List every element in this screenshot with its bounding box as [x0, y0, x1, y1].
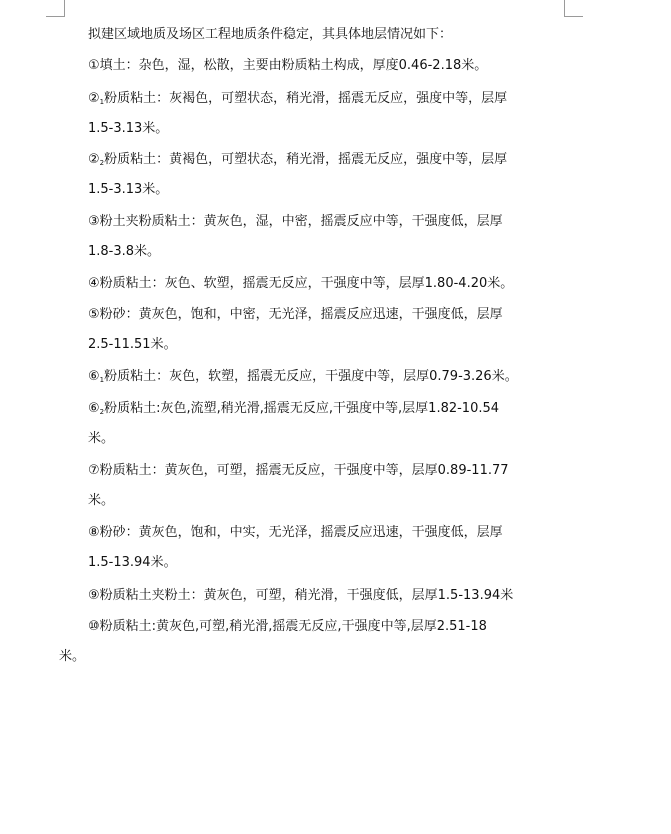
layer-2-1-paragraph [59, 84, 567, 145]
layer-subscript: 1 [99, 376, 105, 384]
intro-paragraph [59, 20, 567, 50]
layer-text: 粉质粘土:黄灰色,可塑,稍光滑,摇震无反应,干强度中等,层厚2.51-18 [99, 619, 487, 634]
layer-7-paragraph [59, 456, 567, 517]
layer-text-continued: 1.5-3.13米。 [88, 182, 169, 198]
layer-text-continued: 1.5-3.13米。 [88, 121, 169, 137]
layer-subscript: 2 [99, 408, 105, 416]
layer-text: 粉质粘土：灰褐色，可塑状态，稍光滑，摇震无反应，强度中等，层厚 [104, 91, 508, 106]
margin-marker-top-right [564, 0, 583, 17]
layer-9-paragraph [59, 581, 567, 611]
layer-text: 粉土夹粉质粘土：黄灰色，湿，中密，摇震反应中等，干强度低，层厚 [99, 214, 503, 229]
layer-text: 粉质粘土：灰色、软塑，摇震无反应，干强度中等，层厚1.80-4.20米。 [99, 276, 514, 291]
layer-text: 粉质粘土：黄褐色，可塑状态，稍光滑，摇震无反应，强度中等，层厚 [104, 152, 508, 167]
layer-number: ⑥ [88, 369, 100, 384]
margin-marker-top-left [46, 0, 65, 17]
layer-number: ④ [88, 276, 100, 291]
layer-text-continued: 米。 [59, 649, 86, 665]
layer-1-paragraph [59, 51, 567, 81]
layer-6-1-paragraph [59, 362, 567, 392]
layer-text: 粉质粘土：灰色，软塑，摇震无反应，干强度中等，层厚0.79-3.26米。 [104, 369, 518, 384]
layer-text-continued: 2.5-11.51米。 [88, 337, 177, 353]
layer-text: 粉质粘土:灰色,流塑,稍光滑,摇震无反应,干强度中等,层厚1.82-10.54 [104, 401, 500, 416]
layer-number: ② [88, 152, 100, 167]
layer-text: 粉砂：黄灰色，饱和，中密，无光泽，摇震反应迅速，干强度低，层厚 [99, 307, 503, 322]
layer-number: ② [88, 91, 100, 106]
layer-4-paragraph [59, 269, 567, 299]
layer-number: ⑥ [88, 401, 100, 416]
layer-8-paragraph [59, 518, 567, 579]
layer-2-2-paragraph [59, 145, 567, 206]
layer-text: 粉质粘土夹粉土：黄灰色，可塑，稍光滑，干强度低，层厚1.5-13.94米 [99, 588, 514, 603]
layer-number: ⑩ [88, 619, 100, 634]
layer-text: 填土：杂色，湿，松散，主要由粉质粘土构成，厚度0.46-2.18米。 [99, 58, 488, 73]
layer-text-continued: 1.8-3.8米。 [88, 244, 161, 260]
layer-number: ③ [88, 214, 100, 229]
layer-5-paragraph [59, 300, 567, 361]
layer-text: 粉质粘土：黄灰色，可塑，摇震无反应，干强度中等，层厚0.89-11.77 [99, 463, 509, 478]
layer-number: ⑧ [88, 525, 100, 540]
intro-text: 拟建区域地质及场区工程地质条件稳定，其具体地层情况如下： [88, 27, 453, 42]
layer-6-2-paragraph [59, 394, 567, 455]
layer-10-paragraph [59, 612, 567, 673]
layer-number: ⑤ [88, 307, 100, 322]
layer-subscript: 1 [99, 98, 105, 106]
layer-subscript: 2 [99, 159, 105, 167]
layer-number: ① [88, 58, 100, 73]
layer-text-continued: 1.5-13.94米。 [88, 555, 177, 571]
layer-text-continued: 米。 [88, 493, 115, 509]
layer-number: ⑦ [88, 463, 100, 478]
layer-text-continued: 米。 [88, 431, 115, 447]
layer-text: 粉砂：黄灰色，饱和，中实，无光泽，摇震反应迅速，干强度低，层厚 [99, 525, 503, 540]
layer-number: ⑨ [88, 588, 100, 603]
layer-3-paragraph [59, 207, 567, 268]
